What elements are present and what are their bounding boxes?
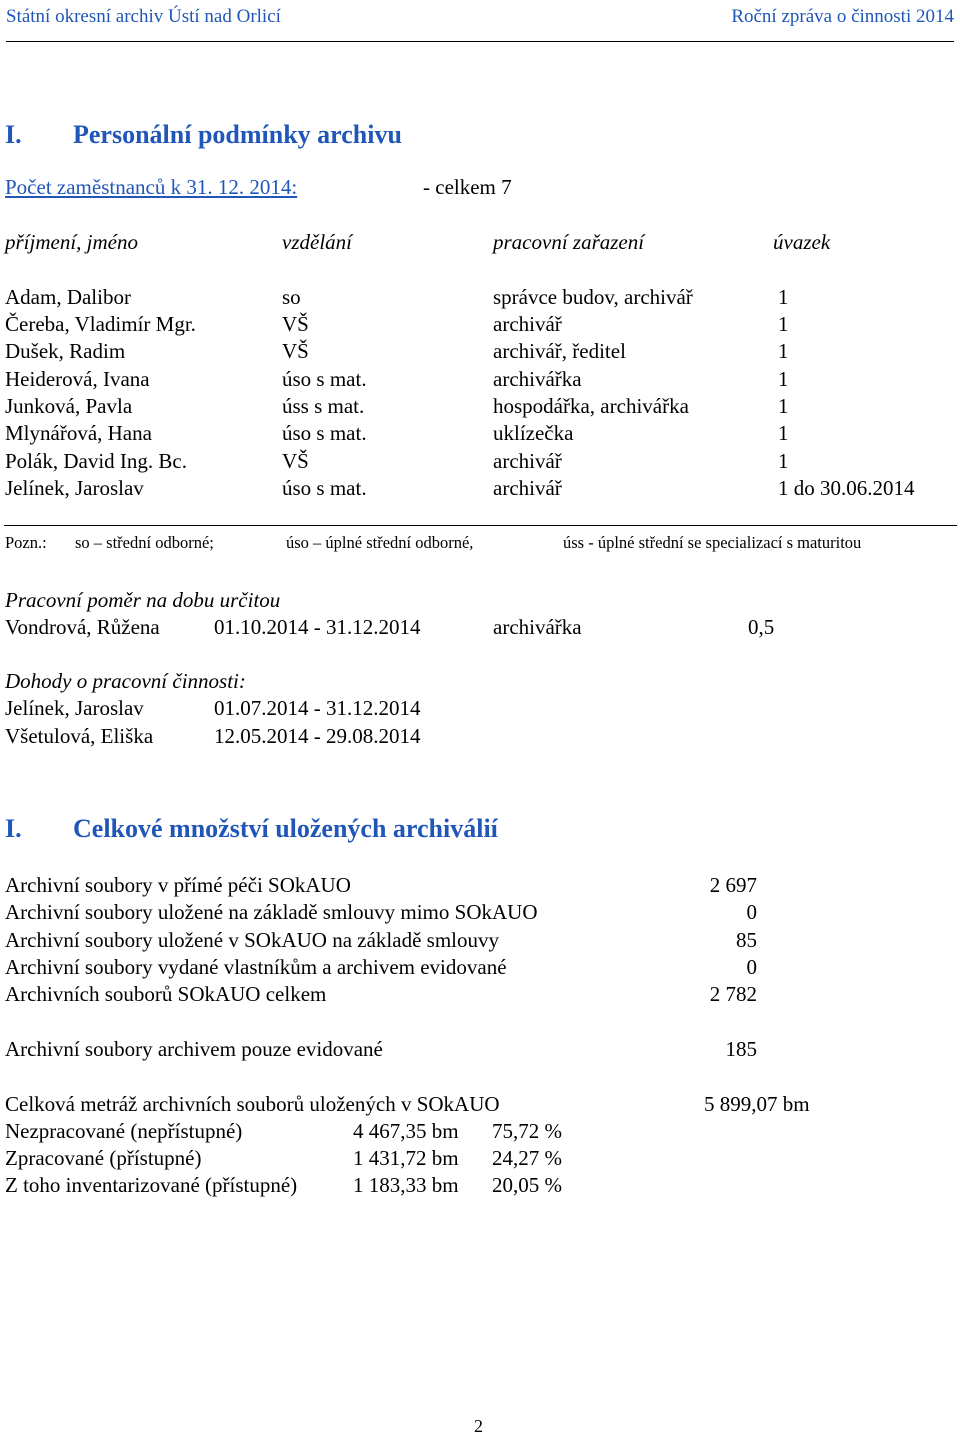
staff-position: archivářka xyxy=(493,367,582,391)
staff-education: VŠ xyxy=(282,312,309,336)
meterage-length: 1 183,33 bm xyxy=(353,1173,459,1197)
section-heading-personnel xyxy=(5,120,402,150)
staff-fte: 1 xyxy=(778,285,789,309)
staff-education: úss s mat. xyxy=(282,394,365,418)
staff-education: úso s mat. xyxy=(282,367,367,391)
staff-fte: 1 xyxy=(778,339,789,363)
fonds-value: 0 xyxy=(746,900,757,924)
note-item: úso – úplné střední odborné, xyxy=(286,533,474,552)
meterage-length: 4 467,35 bm xyxy=(353,1119,459,1143)
staff-position: archivář, ředitel xyxy=(493,339,626,363)
list-item xyxy=(5,902,757,928)
total-meterage-label: Celková metráž archivních souborů uložených v SOkAUO xyxy=(5,1092,500,1116)
note-item: so – střední odborné; xyxy=(75,533,214,552)
note-label: Pozn.: xyxy=(5,533,47,552)
meterage-percent: 24,27 % xyxy=(492,1146,562,1170)
agreement-name: Jelínek, Jaroslav xyxy=(5,696,144,720)
list-item xyxy=(5,930,757,956)
page-number: 2 xyxy=(474,1416,483,1436)
meterage-length: 1 431,72 bm xyxy=(353,1146,459,1170)
fixed-term-position: archivářka xyxy=(493,615,582,639)
fonds-label: Archivní soubory uložené na základě smlouvy mimo SOkAUO xyxy=(5,900,538,924)
staff-fte: 1 xyxy=(778,394,789,418)
fixed-term-period: 01.10.2014 - 31.12.2014 xyxy=(214,615,421,639)
meterage-percent: 20,05 % xyxy=(492,1173,562,1197)
staff-name: Mlynářová, Hana xyxy=(5,421,152,445)
meterage-label: Nezpracované (nepřístupné) xyxy=(5,1119,243,1143)
staff-name: Čereba, Vladimír Mgr. xyxy=(5,312,196,336)
fonds-label: Archivních souborů SOkAUO celkem xyxy=(5,982,327,1006)
list-item xyxy=(5,984,757,1010)
fonds-label: Archivní soubory uložené v SOkAUO na základě smlouvy xyxy=(5,928,499,952)
staff-position: archivář xyxy=(493,476,562,500)
section-number: I. xyxy=(5,120,22,149)
staff-education: úso s mat. xyxy=(282,421,367,445)
staff-name: Junková, Pavla xyxy=(5,394,133,418)
fixed-term-name: Vondrová, Růžena xyxy=(5,615,160,639)
agreement-name: Všetulová, Eliška xyxy=(5,724,154,748)
employee-count-label: Počet zaměstnanců k 31. 12. 2014: xyxy=(5,175,298,199)
section-title: Personální podmínky archivu xyxy=(73,120,402,149)
list-item xyxy=(5,875,757,901)
list-item xyxy=(5,957,757,983)
section-number: I. xyxy=(5,814,22,843)
fonds-label: Archivní soubory vydané vlastníkům a archivem evidované xyxy=(5,955,507,979)
staff-name: Jelínek, Jaroslav xyxy=(5,476,144,500)
staff-name: Adam, Dalibor xyxy=(5,285,131,309)
column-header-name: příjmení, jméno xyxy=(5,230,138,254)
staff-fte: 1 xyxy=(778,367,789,391)
staff-name: Heiderová, Ivana xyxy=(5,367,150,391)
staff-fte: 1 xyxy=(778,312,789,336)
meterage-label: Zpracované (přístupné) xyxy=(5,1146,202,1170)
fonds-value: 2 697 xyxy=(709,873,757,897)
section-title: Celkové množství uložených archiválií xyxy=(73,814,498,843)
header-report-title: Roční zpráva o činnosti 2014 xyxy=(731,6,954,27)
staff-education: so xyxy=(282,285,301,309)
staff-fte: 1 xyxy=(778,449,789,473)
staff-education: VŠ xyxy=(282,339,309,363)
meterage-percent: 75,72 % xyxy=(492,1119,562,1143)
column-header-education: vzdělání xyxy=(282,230,352,254)
education-note xyxy=(5,533,960,557)
staff-position: hospodářka, archivářka xyxy=(493,394,689,418)
fonds-value: 0 xyxy=(746,955,757,979)
agreement-period: 01.07.2014 - 31.12.2014 xyxy=(214,696,421,720)
staff-position: správce budov, archivář xyxy=(493,285,693,309)
section-heading-holdings xyxy=(5,814,498,844)
staff-name: Dušek, Radim xyxy=(5,339,126,363)
staff-position: archivář xyxy=(493,312,562,336)
staff-education: úso s mat. xyxy=(282,476,367,500)
meterage-label: Z toho inventarizované (přístupné) xyxy=(5,1173,298,1197)
fonds-value: 85 xyxy=(736,928,757,952)
staff-position: uklízečka xyxy=(493,421,574,445)
staff-fte: 1 xyxy=(778,421,789,445)
staff-fte: 1 do 30.06.2014 xyxy=(778,476,915,500)
agreement-period: 12.05.2014 - 29.08.2014 xyxy=(214,724,421,748)
fixed-term-title: Pracovní poměr na dobu určitou xyxy=(5,588,281,612)
column-header-fte: úvazek xyxy=(773,230,831,254)
employee-count-value: - celkem 7 xyxy=(423,175,512,199)
staff-name: Polák, David Ing. Bc. xyxy=(5,449,187,473)
fixed-term-fte: 0,5 xyxy=(748,615,775,639)
column-header-position: pracovní zařazení xyxy=(493,230,645,254)
note-divider xyxy=(4,525,957,526)
fonds-label: Archivní soubory v přímé péči SOkAUO xyxy=(5,873,351,897)
fonds-value: 2 782 xyxy=(709,982,757,1006)
staff-education: VŠ xyxy=(282,449,309,473)
header-institution: Státní okresní archiv Ústí nad Orlicí xyxy=(6,6,281,27)
note-item: úss - úplné střední se specializací s maturitou xyxy=(563,533,862,552)
evidence-only-label: Archivní soubory archivem pouze evidované xyxy=(5,1037,383,1061)
page-header xyxy=(6,5,954,42)
evidence-only-value: 185 xyxy=(725,1037,757,1061)
total-meterage-value: 5 899,07 bm xyxy=(704,1092,810,1116)
agreements-title: Dohody o pracovní činnosti: xyxy=(5,669,246,693)
staff-position: archivář xyxy=(493,449,562,473)
evidence-only-row xyxy=(5,1039,757,1065)
